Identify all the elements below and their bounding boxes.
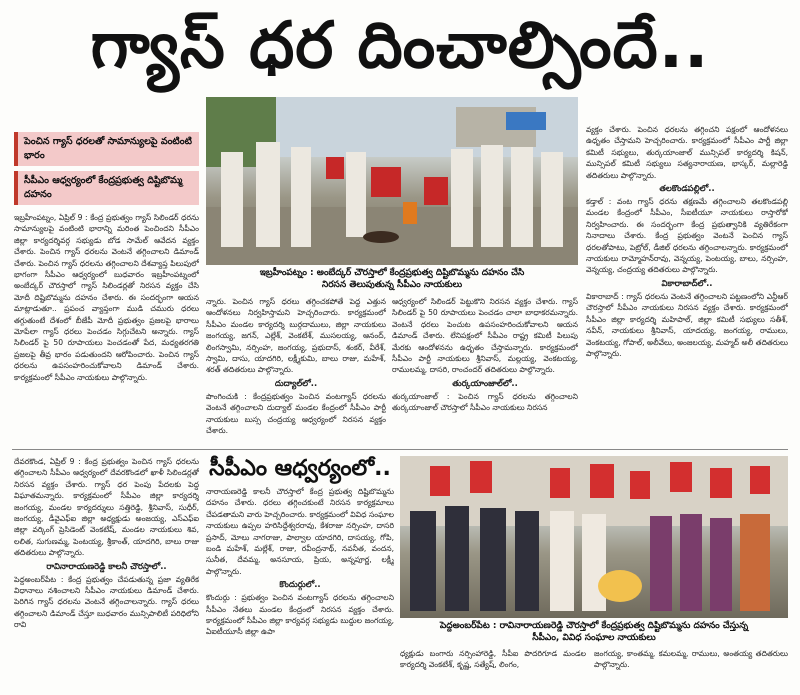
bottom-photo-caption-line-1: పెద్దఅంబర్‌పేట : రావినారాయణరెడ్డి చౌరస్తాలో కేంద్రప్రభుత్వ దిష్టిబొమ్మను దహనం చేస్తున్న [439, 621, 749, 631]
bottom-left-article-column [14, 456, 199, 692]
right-article-text: వ్యక్తం చేశారు. పెంచిన ధరలను తగ్గించని పక్షంలో ఆందోళనలు ఉధృతం చేస్తామని హెచ్చరించారు. కార్యక్రమంలో సీపీఎం పార్టీ జిల్లా కమిటీ సభ్యులు, తుర్కయాంజాల్ మున్సిపల్ కార్యదర్శి కిషన్, మున్సిపల్ కమిటీ సభ్యులు సత్యనారాయణ, భాస్కర్, మల్లారెడ్డి తదితరులు పాల్గొన్నారు. [586, 125, 788, 180]
top-photo-caption [206, 267, 578, 291]
bottom-right-article-text-b: జంగయ్య, కాంతమ్మ, కమలమ్మ, రాములు, అంతయ్య తదితరులు పాల్గొన్నారు. [594, 649, 788, 670]
bottom-right-article-column-a [400, 648, 586, 692]
bottom-middle-article-text: నారాయణరెడ్డి కాలనీ చౌరస్తాలో కేంద్ర ప్రభుత్వ దిష్టిబొమ్మను దహనం చేశారు. ధరలు తగ్గించకుంటే నిరసన కార్యక్రమాలు చేపడతామని వారు హెచ్చరించారు. కార్యక్రమంలో వివిధ సంఘాల నాయకులు ఉప్పల హరిసిద్దేశ్వరరావు, కేశరాజు నర్సింహ, దాసరి ప్రసాద్, మోలు నాగరాజు, పాల్వాల యాదగిరి, దాసయ్య, గోపి, బండి మహేశ్, మల్లేశ్, రాజు, రవీంద్రనాథ్, నవనీత, వందన, సునీత, దేవమ్మ, అనసూయ, ప్రియ, అన్నపూర్ణ, లక్ష్మీ పాల్గొన్నారు. [206, 487, 394, 576]
right-subhead-talakondapalli: తలకొండపల్లిలో.. [659, 183, 715, 194]
middle-article-text-2: పొంగించుకి : కేంద్రప్రభుత్వం పెంచిన వంటగ్యాస్ ధరలను వెంటనే తగ్గించాలని దుద్యాల్ మండల కేంద్రంలో సీపీఎం పార్టీ నాయకులు బుస్స చంద్రయ్య ఆధ్వర్యంలో నిరసన వ్యక్తం చేశారు. [206, 391, 386, 436]
bottom-protest-scene-illustration [400, 456, 788, 618]
bottom-protest-photo [400, 456, 788, 618]
middle-article-column [206, 296, 386, 446]
middle-subhead-duddyal: దుద్యాల్‌లో.. [274, 377, 318, 388]
middle-article-text: న్నారు. పెంచిన గ్యాస్ ధరలు తగ్గించకపోతే పెద్ద ఎత్తున ఆందోళనలు నిర్వహిస్తామని హెచ్చరించారు. కార్యక్రమంలో సీపీఎం మండల కార్యదర్శి బుర్గదాములు, జిల్లా నాయకులు జంగయ్య, జగన్, ఎల్లేశ్, వెంకటేశ్, ముసలయ్య, ఆనంద్, లింగస్వామి, నర్సింహ, జంగయ్య, ప్రభుదాస్, శంకర్, వీరేశ్, స్వామి, దాసు, యాదగిరి, లక్ష్మీకుమి, బాలు రాజు, మహేశ్, శరత్ తదితరులు పాల్గొన్నారు. [206, 297, 386, 375]
bottom-middle-article-text-2: కొందుర్గు : ప్రభుత్వం పెంచిన వంటగ్యాస్ ధరలను తగ్గించాలని సీపీఎం నేతలు మండల కేంద్రంలో నిరసన వ్యక్తం చేశారు. కార్యక్రమంలో సీపీఎం జిల్లా కార్యవర్గ సభ్యుడు బుద్దుల జంగయ్య, ఏఐటీయూసీ జిల్లా ఉపా [206, 593, 394, 637]
left-article-column [14, 212, 199, 442]
top-photo-caption-line-2: నిరసన తెలుపుతున్న సీపీఎం నాయకులు [321, 280, 463, 290]
highlight-box-2: సీపీఎం ఆధ్వర్యంలో కేంద్రప్రభుత్వ దిష్టిబొమ్మ దహనం [14, 171, 199, 205]
bottom-section-heading: సీపీఎం ఆధ్వర్యంలో.. [209, 456, 391, 481]
top-photo-caption-line-1: ఇబ్రహీంపట్నం : అంబేద్కర్ చౌరస్తాలో కేంద్రప్రభుత్వ దిష్టిబొమ్మను దహనం చేసి [259, 268, 525, 278]
middle-right-article-column [392, 296, 578, 446]
middle-right-article-text: ఆధ్వర్యంలో సిలిండర్ పెట్టుకొని నిరసన వ్యక్తం చేశారు. గ్యాస్ సిలిండర్ పై 50 రూపాయలు పెంచడం చాలా బాధాకరమన్నారు. వెంటనే ధరలు పెంచుట ఉపసంహరించుకోవాలని ఆయన డిమాండ్ చేశారు. లేనిపక్షంలో సీపీఎం రాష్ట్ర కమిటీ పిలుపు మేరకు ఆందోళనను ఉధృతం చేస్తామన్నారు. కార్యక్రమంలో సీపీఎం పార్టీ నాయకులు శ్రీనివాస్, మల్లయ్య, వెంకటయ్య, రాములమ్మ, దాసరి, రాంచందర్ తదితరులు పాల్గొన్నారు. [392, 297, 578, 375]
left-article-text: ఇబ్రహీంపట్నం, ఏప్రిల్ 9 : కేంద్ర ప్రభుత్వం గ్యాస్ సిలిండర్ ధరను సామాన్యులపై వంటింటి భారాన్ని మరింత పెంచిందని సీపీఎం జిల్లా కార్యదర్శివర్గ సభ్యుడు బోడ సామేల్ ఆవేదన వ్యక్తం చేశారు. పెంచిన గ్యాస్ ధరలను వెంటనే తగ్గించాలని డిమాండ్ చేశారు. పెంచిన గ్యాస్ ధరలను తగ్గించాలని దేశవ్యాప్త పిలుపులో భాగంగా సీపీఎం ఆధ్వర్యంలో బుధవారం ఇబ్రహీంపట్నంలో అంబేద్కర్ చౌరస్తాలో గ్యాస్ సిలిండర్లతో నిరసన వ్యక్తం చేసి మోదీ దిష్టిబొమ్మను దహనం చేశారు. ఈ సందర్భంగా ఆయన మాట్లాడుతూ.. ప్రపంచ వ్యాప్తంగా ముడి చమురు ధరలు తగ్గుతుంటే దేశంలో బీజేపీ మోదీ ప్రభుత్వం ప్రజలపై భారాలు మోపేలా గ్యాస్ ధరలు పెంచడం సిగ్గుచేటని అన్నారు. గ్యాస్ సిలిండర్ పై 50 రూపాయలు పెంచడంతో పేద, మధ్యతరగతి ప్రజలపై తీవ్ర భారం పడుతుందని ఆరోపించారు. పెంచిన గ్యాస్ ధరలను ఉపసంహరించుకోవాలని డిమాండ్ చేశారు. కార్యక్రమంలో సీపీఎం నాయకులు పాల్గొన్నారు. [14, 213, 199, 382]
highlight-box-1: పెంచిన గ్యాస్ ధరలతో సామాన్యులపై వంటింటి భారం [14, 132, 199, 166]
bottom-middle-subhead-kondurgu: కొందుర్గులో.. [279, 579, 321, 590]
middle-right-subhead-turkayamjal: తుర్కయాంజాల్‌లో.. [452, 377, 518, 388]
page-headline: గ్యాస్ ధర దించాల్సిందే.. [90, 9, 710, 83]
right-article-text-2: కడ్తాల్ : వంట గ్యాస్ ధరను తక్షణమే తగ్గించాలని తలకొండపల్లి మండల కేంద్రంలో సీపీఎం, సీఐటీయూ నాయకులు రాస్తారోకో నిర్వహించారు. ఈ సందర్భంగా కేంద్ర ప్రభుత్వానికి వ్యతిరేకంగా నినాదాలు చేశారు. కేంద్ర ప్రభుత్వం వెంటనే పెంచిన గ్యాస్ ధరలతోపాటు, పెట్రోల్, డీజిల్ ధరలను తగ్గించాలన్నారు. కార్యక్రమంలో నాయకులు రామ్మోహన్‌రావు, వెన్నయ్య, పెంటయ్య, బాలు, నర్సింహ, వెన్నయ్య, చంద్రయ్య తదితరులు పాల్గొన్నారు. [586, 197, 788, 275]
right-subhead-vikarabad: వికారాబాద్‌లో.. [661, 277, 713, 288]
bottom-left-article-text-2: పెద్దఅంబర్‌పేట : కేంద్ర ప్రభుత్వం చేపడుతున్న ప్రజా వ్యతిరేక విధానాలు నశించాలని సీపీఎం నాయకులు డిమాండ్ చేశారు. పెరిగిన గ్యాస్ ధరలను వెంటనే తగ్గించాలన్నారు. గ్యాస్ ధరలు తగ్గించాలని డిమాండ్ చేస్తూ బుధవారం మున్సిపాలిటీ పరిధిలోని రావి [14, 574, 199, 630]
bottom-middle-article-column [206, 486, 394, 692]
bottom-photo-caption-line-2: సీపీఎం, వివిధ సంఘాల నాయకులు [532, 633, 656, 643]
right-article-text-3: వికారాబాద్ : గ్యాస్ ధరలను వెంటనే తగ్గించాలని పట్టణంలోని ఎన్టీఆర్ చౌరస్తాలో సీపీఎం నాయకులు నిరసన వ్యక్తం చేశారు. కార్యక్రమంలో సీపీఎం జిల్లా కార్యదర్శి మహిపాల్, జిల్లా కమిటీ సభ్యులు సతీశ్, నవీన్, నాయకులు శ్రీనివాస్, యాదయ్య, జంగయ్య, రాములు, వెంకటయ్య, గోపాల్, అలీవేలు, అంజలయ్య, మహ్మద్ అలీ తదితరులు పాల్గొన్నారు. [586, 291, 788, 358]
bottom-photo-caption [400, 620, 788, 644]
top-protest-photo [206, 97, 578, 265]
bottom-right-article-column-b [594, 648, 788, 692]
section-divider [12, 449, 788, 450]
bottom-left-article-text: దేవరకొండ, ఏప్రిల్ 9 : కేంద్ర ప్రభుత్వం పెంచిన గ్యాస్ ధరలను తగ్గించాలని సీపీఎం ఆధ్వర్యంలో దేవరకొండలో ఖాళీ సిలిండర్లతో నిరసన వ్యక్తం చేశారు. గ్యాస్ ధర పెంపు పేదలకు పెద్ద విఘాతమన్నారు. కార్యక్రమంలో సీపీఎం జిల్లా కార్యదర్శి జంగయ్య, మండల కార్యదర్శులు సత్తిరెడ్డి, శ్రీనివాస్, సుధీర్, జంగయ్య, డీవైఎఫ్ఐ జిల్లా అధ్యక్షుడు అంజయ్య, ఎస్ఎఫ్ఐ జిల్లా వర్కింగ్ ప్రెసిడెంట్ వెంకటేష్, మండల నాయకులు శివ, లలిత, సుగుణమ్మ, పెంటయ్య, శ్రీకాంత్, యాదగిరి, బాలు రాజు తదితరులు పాల్గొన్నారు. [14, 457, 199, 558]
middle-right-article-text-2: తుర్కయాంజాల్ : పెంచిన గ్యాస్ ధరలను తగ్గించాలని తుర్కయాంజాల్ చౌరస్తాలో సీపీఎం నాయకులు నిరసన [392, 391, 578, 413]
bottom-right-article-text-a: ధ్యక్షుడు బంగారు నర్సింహారెడ్డి, సీపీఐ పొదరిగూడ మండల కార్యదర్శి వెంకటేశ్, కృష్ణ, సత్యేష్, లింగం, [400, 649, 586, 670]
right-article-column [586, 124, 788, 446]
protest-scene-illustration [206, 97, 578, 265]
bottom-left-subhead: రావినారాయణరెడ్డి కాలనీ చౌరస్తాలో.. [46, 560, 167, 571]
